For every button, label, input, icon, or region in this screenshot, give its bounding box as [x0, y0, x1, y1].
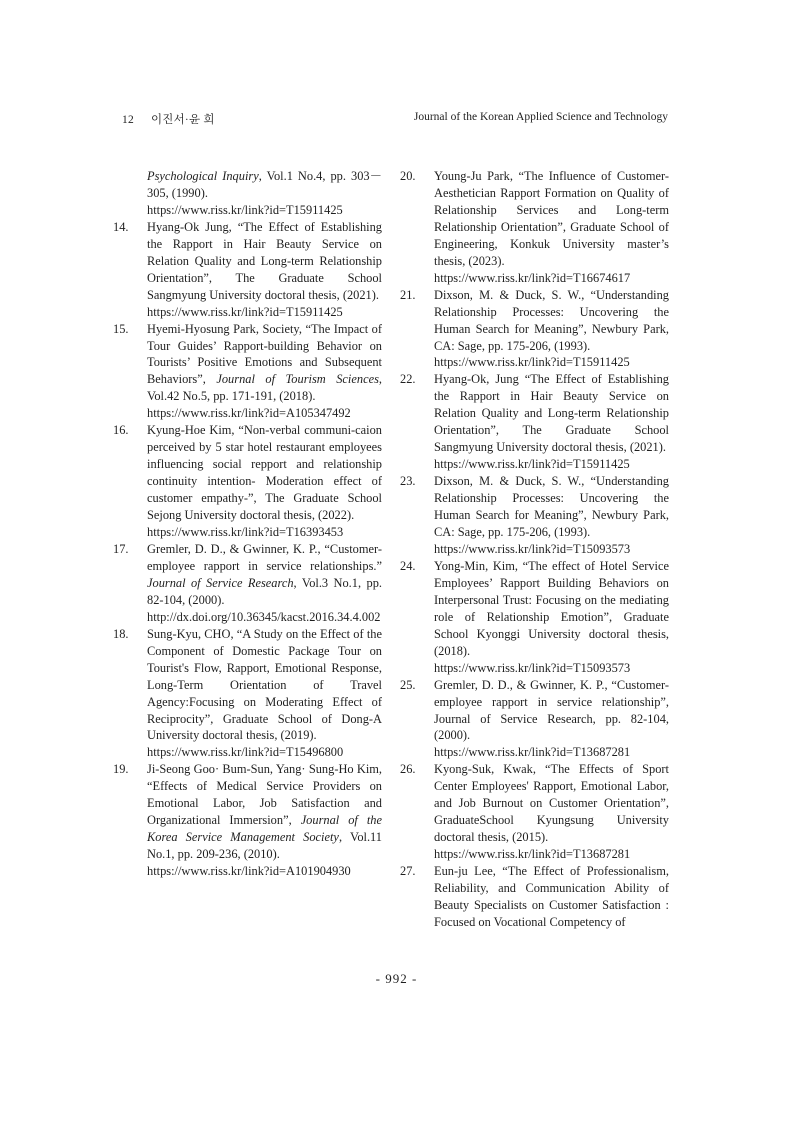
- reference-text-tail: , Vol.11 No.1, pp. 209-236, (2010).: [147, 830, 382, 862]
- reference-url[interactable]: https://www.riss.kr/link?id=T13687281: [434, 745, 631, 760]
- reference-text: Dixson, M. & Duck, S. W., “Understanding Relationship Processes: Uncovering the Human Search for Meaning”, Newbury Park, CA: Sage, pp. 175-206, (1993).: [434, 287, 669, 353]
- reference-text-tail: , Vol.1 No.4, pp. 303－305, (1990).: [147, 169, 382, 200]
- reference-url[interactable]: https://www.riss.kr/link?id=T15093573: [434, 541, 631, 556]
- reference-text: Dixson, M. & Duck, S. W., “Understanding Relationship Processes: Uncovering the Human Search for Meaning”, Newbury Park, CA: Sage, pp. 175-206, (1993).: [434, 474, 669, 540]
- reference-text: Gremler, D. D., & Gwinner, K. P., “Customer-employee rapport in service relationship”, Journal of Service Research, pp. 82-104, (2000).: [434, 677, 669, 743]
- reference-entry: [400, 371, 669, 473]
- reference-text-tail: , Vol.42 No.5, pp. 171-191, (2018).: [147, 372, 382, 404]
- reference-number: 22.: [400, 372, 416, 387]
- reference-entry: [400, 677, 669, 762]
- reference-number: 25.: [400, 677, 416, 692]
- reference-entry: [400, 168, 669, 287]
- reference-url[interactable]: https://www.riss.kr/link?id=T15093573: [434, 660, 631, 675]
- reference-text: Hyang-Ok Jung, “The Effect of Establishing the Rapport in Hair Beauty Service on Relation Quality and Long-term Relationship Orientation”, The Graduate School Sangmyung University doctoral thesis, (2021).: [147, 219, 382, 302]
- reference-url[interactable]: https://www.riss.kr/link?id=T16393453: [147, 525, 344, 540]
- reference-journal-title: Journal of Tourism Sciences: [216, 372, 379, 387]
- reference-entry: [400, 863, 669, 931]
- reference-entry: [113, 541, 382, 626]
- reference-text: Hyang-Ok, Jung “The Effect of Establishing the Rapport in Hair Beauty Service on Relation Quality and Long-term Relationship Orientation”, The Graduate School Sangmyung University doctoral thesis, (2021).: [434, 372, 669, 455]
- header-page-number: 12: [122, 114, 134, 126]
- reference-text: Ji-Seong Goo· Bum-Sun, Yang· Sung-Ho Kim, “Effects of Medical Service Providers on Emotional Labor, Job Satisfaction and Organizational Immersion”,: [147, 762, 382, 828]
- reference-number: 15.: [113, 321, 129, 336]
- reference-journal-title: Journal of Service Research: [147, 575, 294, 590]
- reference-url[interactable]: https://www.riss.kr/link?id=T13687281: [434, 847, 631, 862]
- page-number: - 992 -: [375, 971, 418, 986]
- reference-entry: [113, 422, 382, 541]
- reference-journal-title: Journal of the Korea Service Management Society: [147, 813, 382, 845]
- reference-number: 21.: [400, 287, 416, 302]
- reference-journal-title: Psychological Inquiry: [147, 169, 259, 183]
- reference-text-tail: , Vol.3 No.1, pp. 82-104, (2000).: [147, 575, 382, 607]
- reference-text: Kyong-Suk, Kwak, “The Effects of Sport Center Employees' Rapport, Emotional Labor, and Job Burnout on Customer Orientation”, GraduateSchool Kyungsung University doctoral thesis, (2015).: [434, 762, 669, 845]
- reference-entry: [400, 558, 669, 677]
- reference-entry: [113, 761, 382, 880]
- reference-number: 27.: [400, 864, 416, 879]
- reference-number: 26.: [400, 762, 416, 777]
- reference-text: Young-Ju Park, “The Influence of Customer-Aesthetician Rapport Formation on Quality of Relationship Services and Long-term Relationship Orientation”, Graduate School of Engineering, Konkuk University master’s thesis, (2023).: [434, 169, 669, 268]
- reference-text: Eun-ju Lee, “The Effect of Professionalism, Reliability, and Communication Ability of Beauty Specialists on Customer Satisfaction : Focused on Vocational Competency of: [434, 864, 669, 929]
- reference-text: Yong-Min, Kim, “The effect of Hotel Service Employees’ Rapport Building Behaviors on Interpersonal Trust: Focusing on the mediating role of Relationship Emotion”, Graduate School Kyonggi University doctoral thesis, (2018).: [434, 558, 669, 658]
- reference-entry: [113, 321, 382, 423]
- reference-url[interactable]: https://www.riss.kr/link?id=T15911425: [434, 457, 630, 472]
- reference-entry: [113, 219, 382, 321]
- reference-number: 20.: [400, 169, 416, 183]
- reference-url[interactable]: https://www.riss.kr/link?id=A105347492: [147, 406, 351, 421]
- reference-text: Hyemi-Hyosung Park, Society, “The Impact of Tour Guides’ Rapport-building Behavior on Tourists’ Positive Emotions and Subsequent Behaviors”,: [147, 321, 382, 387]
- reference-entry: [400, 473, 669, 558]
- reference-url[interactable]: https://www.riss.kr/link?id=T16674617: [434, 270, 631, 285]
- reference-number: 18.: [113, 626, 129, 641]
- reference-entry: [113, 626, 382, 762]
- running-header-left: [122, 111, 215, 127]
- reference-url[interactable]: http://dx.doi.org/10.36345/kacst.2016.34.4.002: [147, 609, 381, 624]
- running-header-journal: Journal of the Korean Applied Science and Technology: [413, 111, 668, 123]
- reference-number: 14.: [113, 219, 129, 234]
- reference-column-right: [400, 168, 669, 931]
- reference-text: Kyung-Hoe Kim, “Non-verbal communi-caion perceived by 5 star hotel restaurant employees influencing social repport and relationship continuity intention- Moderation effect of customer empathy-”, The Graduate School Sejong University doctoral thesis, (2022).: [147, 423, 382, 523]
- reference-url[interactable]: https://www.riss.kr/link?id=T15911425: [147, 202, 343, 217]
- header-authors: 이진서·윤 희: [150, 114, 215, 126]
- reference-url[interactable]: https://www.riss.kr/link?id=A101904930: [147, 864, 351, 879]
- reference-number: 24.: [400, 558, 416, 573]
- reference-entry: [400, 761, 669, 863]
- reference-number: 19.: [113, 762, 129, 777]
- reference-column-left: [113, 168, 382, 880]
- reference-url[interactable]: https://www.riss.kr/link?id=T15911425: [434, 355, 630, 370]
- reference-entry: [147, 168, 382, 219]
- reference-number: 23.: [400, 474, 416, 489]
- reference-url[interactable]: https://www.riss.kr/link?id=T15911425: [147, 304, 343, 319]
- reference-number: 16.: [113, 423, 129, 438]
- reference-text: Sung-Kyu, CHO, “A Study on the Effect of the Component of Domestic Package Tour on Tourist's Flow, Rapport, Emotional Response, Long-Term Orientation of Travel Agency:Focusing on Moderating Effect of Reciprocity”, Graduate School of Dong-A University doctoral thesis, (2019).: [147, 626, 382, 743]
- reference-entry: [400, 287, 669, 372]
- reference-number: 17.: [113, 541, 129, 556]
- reference-text: Gremler, D. D., & Gwinner, K. P., “Customer-employee rapport in service relationships.”: [147, 541, 382, 573]
- reference-url[interactable]: https://www.riss.kr/link?id=T15496800: [147, 745, 344, 760]
